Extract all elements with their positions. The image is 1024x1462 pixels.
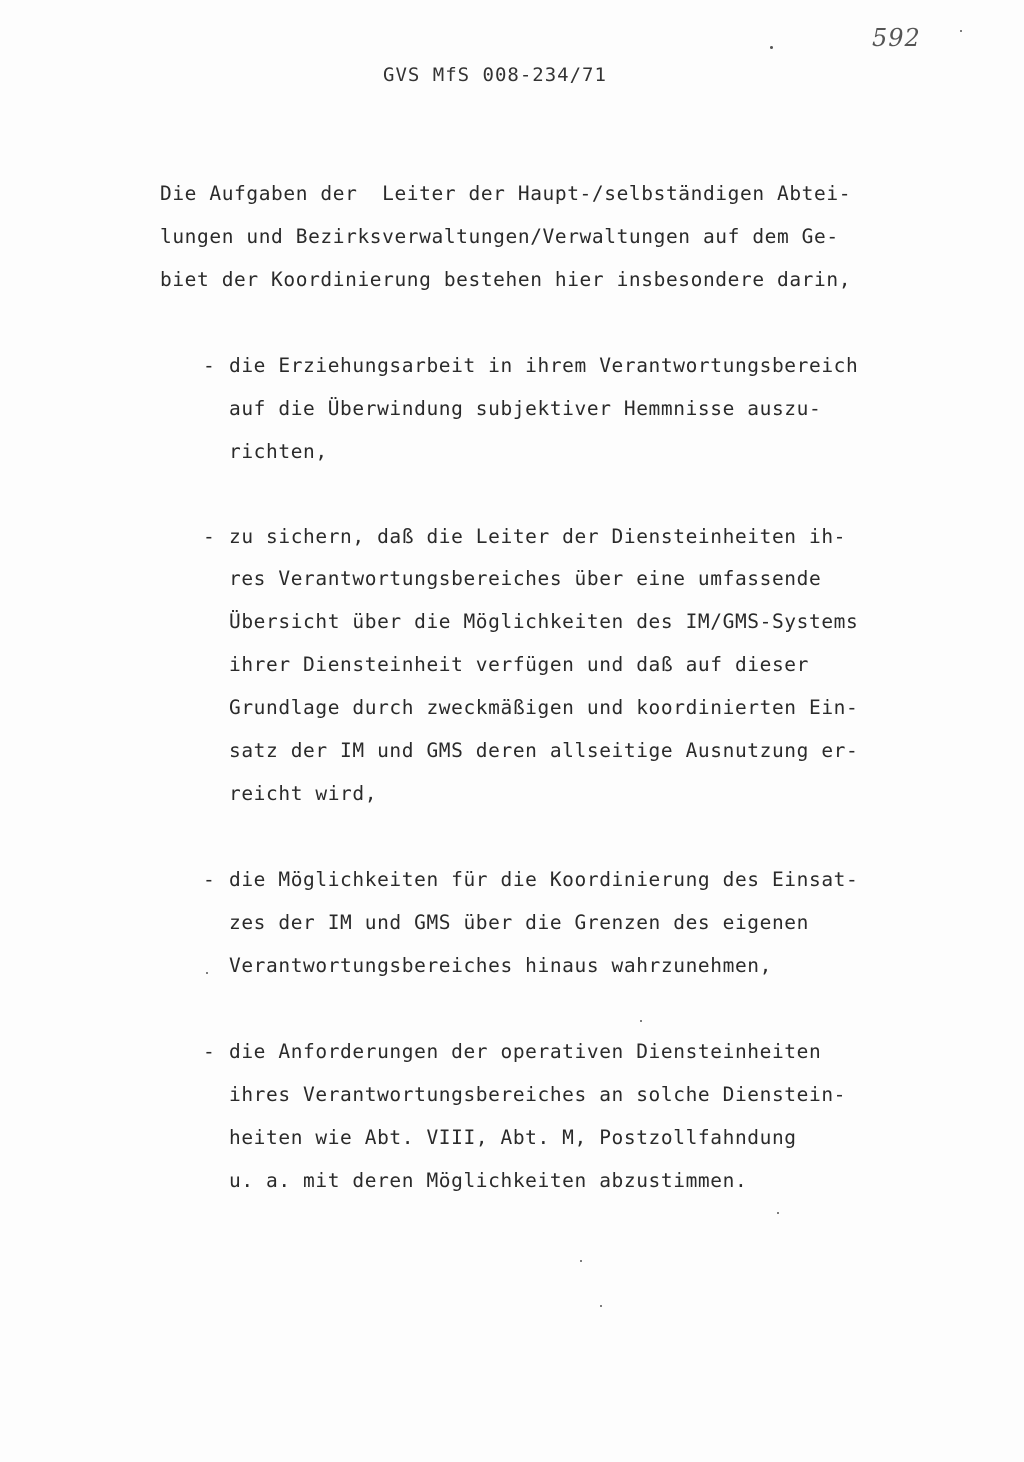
list-item-line: reicht wird,: [229, 782, 378, 805]
list-item-line: u. a. mit deren Möglichkeiten abzustimmen.: [229, 1169, 748, 1192]
intro-line: lungen und Bezirksverwaltungen/Verwaltungen auf dem Ge-: [160, 225, 839, 248]
intro-line: Die Aufgaben der Leiter der Haupt-/selbständigen Abtei-: [160, 182, 852, 205]
list-item-marker: -: [203, 354, 215, 377]
scan-speck: [580, 1260, 582, 1262]
scan-speck: [770, 46, 773, 49]
scan-speck: [600, 1305, 602, 1307]
list-item-line: satz der IM und GMS deren allseitige Ausnutzung er-: [229, 739, 859, 762]
list-item-line: die Anforderungen der operativen Diensteinheiten: [229, 1040, 822, 1063]
list-item-line: res Verantwortungsbereiches über eine umfassende: [229, 567, 822, 590]
document-header: GVS MfS 008-234/71: [383, 64, 607, 86]
list-item-line: ihres Verantwortungsbereiches an solche Dienstein-: [229, 1083, 846, 1106]
list-item-line: heiten wie Abt. VIII, Abt. M, Postzollfahndung: [229, 1126, 797, 1149]
list-item-line: richten,: [229, 440, 328, 463]
list-item-marker: -: [203, 868, 215, 891]
scan-speck: [960, 30, 962, 32]
list-item-line: zes der IM und GMS über die Grenzen des eigenen: [229, 911, 809, 934]
list-item-line: auf die Überwindung subjektiver Hemmnisse auszu-: [229, 397, 822, 420]
list-item-line: Übersicht über die Möglichkeiten des IM/GMS-Systems: [229, 610, 859, 633]
scan-speck: [206, 972, 208, 974]
scan-speck: [640, 1020, 642, 1022]
list-item-line: die Erziehungsarbeit in ihrem Verantwortungsbereich: [229, 354, 859, 377]
list-item-marker: -: [203, 1040, 215, 1063]
handwritten-page-number: 592: [872, 24, 921, 52]
list-item-marker: -: [203, 525, 215, 548]
list-item-line: Verantwortungsbereiches hinaus wahrzunehmen,: [229, 954, 772, 977]
intro-line: biet der Koordinierung bestehen hier insbesondere darin,: [160, 268, 852, 291]
list-item-line: Grundlage durch zweckmäßigen und koordinierten Ein-: [229, 696, 859, 719]
list-item-line: zu sichern, daß die Leiter der Diensteinheiten ih-: [229, 525, 846, 548]
scan-speck: [777, 1212, 779, 1214]
list-item-line: die Möglichkeiten für die Koordinierung des Einsat-: [229, 868, 859, 891]
list-item-line: ihrer Diensteinheit verfügen und daß auf dieser: [229, 653, 809, 676]
